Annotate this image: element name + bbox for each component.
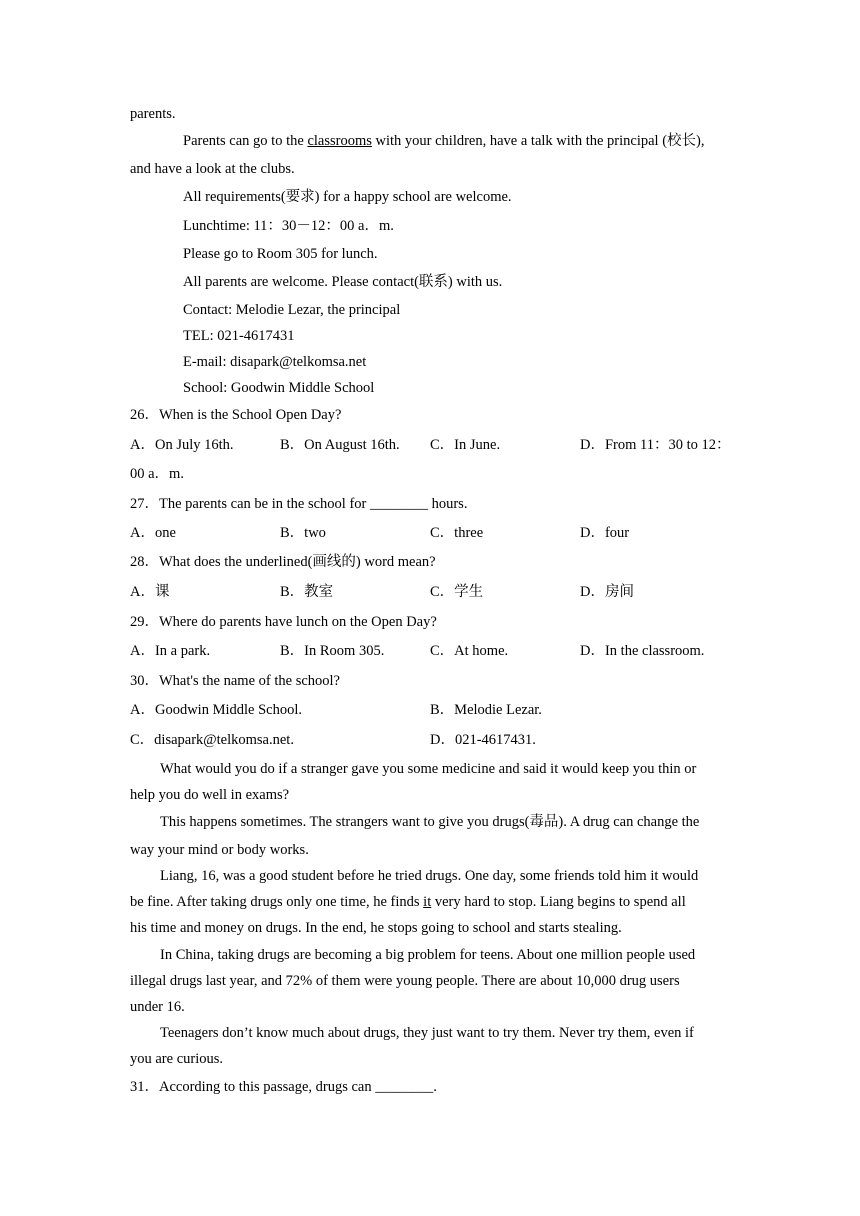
passage-text: very hard to stop. Liang begins to spend all (431, 894, 686, 910)
option-c: C．three (430, 525, 484, 541)
notice-text: with your children, have a talk with the principal (校长), (371, 133, 705, 149)
passage-line: way your mind or body works. (130, 842, 309, 858)
passage-line: Teenagers don’t know much about drugs, they just want to try them. Never try them, even if (160, 1025, 694, 1041)
passage-text: be fine. After taking drugs only one time, he finds (130, 894, 424, 910)
passage-line: help you do well in exams? (130, 787, 290, 803)
passage-line: This happens sometimes. The strangers want to give you drugs(毒品). A drug can change the (160, 814, 700, 830)
notice-line: School: Goodwin Middle School (183, 380, 375, 396)
notice-line: parents. (130, 106, 176, 122)
passage-line: Liang, 16, was a good student before he tried drugs. One day, some friends told him it would (160, 868, 699, 884)
passage-line (130, 893, 686, 911)
option-a: A．课 (130, 584, 170, 600)
question-stem: 29．Where do parents have lunch on the Open Day? (130, 614, 437, 630)
notice-line: E-mail: disapark@telkomsa.net (183, 354, 367, 370)
notice-line: TEL: 021-4617431 (183, 328, 295, 344)
passage-line: under 16. (130, 999, 185, 1015)
notice-line: Contact: Melodie Lezar, the principal (183, 302, 401, 318)
notice-text: Parents can go to the (183, 133, 308, 149)
passage-line: you are curious. (130, 1051, 224, 1067)
option-a: A．one (130, 525, 176, 541)
question-stem: 27．The parents can be in the school for ________ hours. (130, 496, 468, 512)
question-stem: 30．What's the name of the school? (130, 673, 340, 689)
passage-line: In China, taking drugs are becoming a big problem for teens. About one million people used (160, 947, 696, 963)
notice-line: All requirements(要求) for a happy school are welcome. (183, 189, 512, 205)
option-c: C．At home. (430, 643, 509, 659)
passage-line: illegal drugs last year, and 72% of them were young people. There are about 10,000 drug users (130, 973, 680, 989)
underlined-word-it: it (423, 894, 432, 910)
question-stem: 31．According to this passage, drugs can ________. (130, 1079, 437, 1095)
option-b: B．教室 (280, 584, 334, 600)
notice-line: and have a look at the clubs. (130, 161, 295, 177)
option-a: A．In a park. (130, 643, 211, 659)
option-c: C．In June. (430, 437, 501, 453)
option-b: B．In Room 305. (280, 643, 385, 659)
notice-line (183, 132, 704, 150)
option-c: C．学生 (430, 584, 484, 600)
option-b: B．Melodie Lezar. (430, 702, 542, 718)
option-b: B．two (280, 525, 326, 541)
passage-line: his time and money on drugs. In the end, he stops going to school and starts stealing. (130, 920, 622, 936)
option-a: A．Goodwin Middle School. (130, 702, 302, 718)
passage-line: What would you do if a stranger gave you some medicine and said it would keep you thin or (160, 761, 697, 777)
question-stem: 26．When is the School Open Day? (130, 407, 342, 423)
notice-line: Lunchtime: 11：30－12：00 a．m. (183, 218, 394, 234)
option-b: B．On August 16th. (280, 437, 400, 453)
option-d: D．In the classroom. (580, 643, 705, 659)
option-d: D．021-4617431. (430, 732, 536, 748)
option-d-continued: 00 a．m. (130, 466, 184, 482)
underlined-word-classrooms: classrooms (307, 133, 372, 149)
option-d: D．four (580, 525, 630, 541)
option-d: D．From 11：30 to 12： (580, 437, 731, 453)
option-c: C．disapark@telkomsa.net. (130, 732, 294, 748)
option-a: A．On July 16th. (130, 437, 234, 453)
notice-line: All parents are welcome. Please contact(联系) with us. (183, 274, 503, 290)
option-d: D．房间 (580, 584, 634, 600)
question-stem: 28．What does the underlined(画线的) word mean? (130, 554, 436, 570)
notice-line: Please go to Room 305 for lunch. (183, 246, 378, 262)
